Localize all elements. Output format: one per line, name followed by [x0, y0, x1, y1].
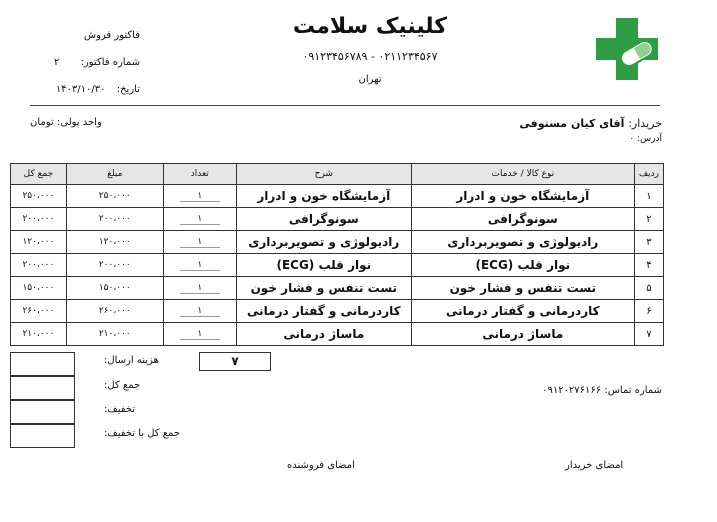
- table-row: [11, 208, 664, 231]
- items-table: [10, 163, 664, 346]
- total-label: جمع کل:: [104, 380, 141, 391]
- row-quantity-value: ۱: [180, 283, 220, 294]
- table-row: [11, 254, 664, 277]
- table-row: [11, 277, 664, 300]
- row-quantity: [163, 254, 236, 277]
- header-divider: [30, 105, 660, 106]
- row-description: آزمایشگاه خون و ادرار: [236, 185, 411, 208]
- invoice-date-value: ۱۴۰۳/۱۰/۳۰: [55, 84, 106, 95]
- row-description: سونوگرافی: [236, 208, 411, 231]
- row-index: ۴: [634, 254, 663, 277]
- contact-number: شماره تماس: ۰۹۱۲۰۲۷۶۱۶۶: [542, 385, 662, 396]
- invoice-date: [30, 84, 140, 95]
- row-index: ۵: [634, 277, 663, 300]
- row-index: ۱: [634, 185, 663, 208]
- total-after-discount-value-box: [10, 424, 75, 448]
- row-quantity-value: ۱: [180, 191, 220, 202]
- invoice-number-label: شماره فاکتور:: [80, 57, 140, 68]
- row-item: ماساژ درمانی: [411, 323, 634, 346]
- buyer-address-label: آدرس:: [637, 134, 662, 144]
- row-total: ۱۵۰،۰۰۰: [11, 277, 67, 300]
- row-price: ۲۰۰،۰۰۰: [66, 208, 163, 231]
- shipping-label: هزینه ارسال:: [104, 355, 159, 366]
- row-price: ۱۲۰،۰۰۰: [66, 231, 163, 254]
- table-row: [11, 185, 664, 208]
- row-price: ۱۵۰،۰۰۰: [66, 277, 163, 300]
- row-total: ۲۵۰،۰۰۰: [11, 185, 67, 208]
- buyer-line: [519, 117, 662, 130]
- row-description: نوار قلب (ECG): [236, 254, 411, 277]
- row-index: ۷: [634, 323, 663, 346]
- row-description: تست تنفس و فشار خون: [236, 277, 411, 300]
- row-total: ۱۲۰،۰۰۰: [11, 231, 67, 254]
- table-header-row: [11, 164, 664, 185]
- row-item: آزمایشگاه خون و ادرار: [411, 185, 634, 208]
- row-total: ۲۰۰،۰۰۰: [11, 208, 67, 231]
- row-item: سونوگرافی: [411, 208, 634, 231]
- clinic-phones: ۰۹۱۲۳۴۵۶۷۸۹ - ۰۲۱۱۲۳۴۵۶۷: [302, 50, 438, 63]
- table-row: [11, 323, 664, 346]
- row-total: ۲۰۰،۰۰۰: [11, 254, 67, 277]
- discount-label: تخفیف:: [104, 404, 136, 415]
- row-quantity-value: ۱: [180, 214, 220, 225]
- row-quantity: [163, 300, 236, 323]
- table-row: [11, 231, 664, 254]
- row-price: ۲۰۰،۰۰۰: [66, 254, 163, 277]
- row-price: ۲۶۰،۰۰۰: [66, 300, 163, 323]
- clinic-logo: [592, 14, 662, 84]
- buyer-signature: امضای خریدار: [565, 460, 624, 471]
- header-item: نوع کالا / خدمات: [411, 164, 634, 185]
- row-price: ۲۱۰،۰۰۰: [66, 323, 163, 346]
- buyer-address-value: ۰: [629, 134, 635, 144]
- row-description: کاردرمانی و گفتار درمانی: [236, 300, 411, 323]
- row-quantity: [163, 323, 236, 346]
- invoice-type: فاکتور فروش: [83, 30, 140, 41]
- shipping-value-box: [10, 352, 75, 376]
- row-quantity: [163, 231, 236, 254]
- invoice-date-label: تاریخ:: [116, 84, 140, 95]
- seller-signature: امضای فروشنده: [287, 460, 355, 471]
- header-total: جمع کل: [11, 164, 67, 185]
- row-quantity-value: ۱: [180, 306, 220, 317]
- row-quantity: [163, 185, 236, 208]
- header-index: ردیف: [634, 164, 663, 185]
- row-index: ۳: [634, 231, 663, 254]
- total-quantity: ۷: [199, 352, 271, 371]
- row-description: رادیولوژی و تصویربرداری: [236, 231, 411, 254]
- row-quantity-value: ۱: [180, 260, 220, 271]
- buyer-label: خریدار:: [628, 117, 662, 130]
- total-value-box: [10, 376, 75, 400]
- row-quantity: [163, 208, 236, 231]
- row-item: کاردرمانی و گفتار درمانی: [411, 300, 634, 323]
- row-item: تست تنفس و فشار خون: [411, 277, 634, 300]
- row-quantity-value: ۱: [180, 237, 220, 248]
- row-total: ۲۶۰،۰۰۰: [11, 300, 67, 323]
- buyer-name: آقای کیان مستوفی: [519, 117, 625, 130]
- row-quantity: [163, 277, 236, 300]
- row-index: ۲: [634, 208, 663, 231]
- header-quantity: تعداد: [163, 164, 236, 185]
- row-price: ۲۵۰،۰۰۰: [66, 185, 163, 208]
- table-row: [11, 300, 664, 323]
- header-description: شرح: [236, 164, 411, 185]
- header-price: مبلغ: [66, 164, 163, 185]
- pharmacy-cross-pill-icon: [592, 14, 662, 84]
- row-quantity-value: ۱: [180, 329, 220, 340]
- row-item: رادیولوژی و تصویربرداری: [411, 231, 634, 254]
- total-after-discount-label: جمع کل با تخفیف:: [104, 428, 181, 439]
- invoice-number-value: ۲: [54, 57, 60, 68]
- invoice-number: [30, 57, 140, 68]
- buyer-address: [629, 134, 662, 144]
- row-index: ۶: [634, 300, 663, 323]
- row-description: ماساژ درمانی: [236, 323, 411, 346]
- row-item: نوار قلب (ECG): [411, 254, 634, 277]
- discount-value-box: [10, 400, 75, 424]
- clinic-name: کلینیک سلامت: [292, 14, 448, 39]
- row-total: ۲۱۰،۰۰۰: [11, 323, 67, 346]
- currency-unit: واحد پولی: تومان: [30, 117, 102, 128]
- clinic-city: تهران: [358, 74, 382, 85]
